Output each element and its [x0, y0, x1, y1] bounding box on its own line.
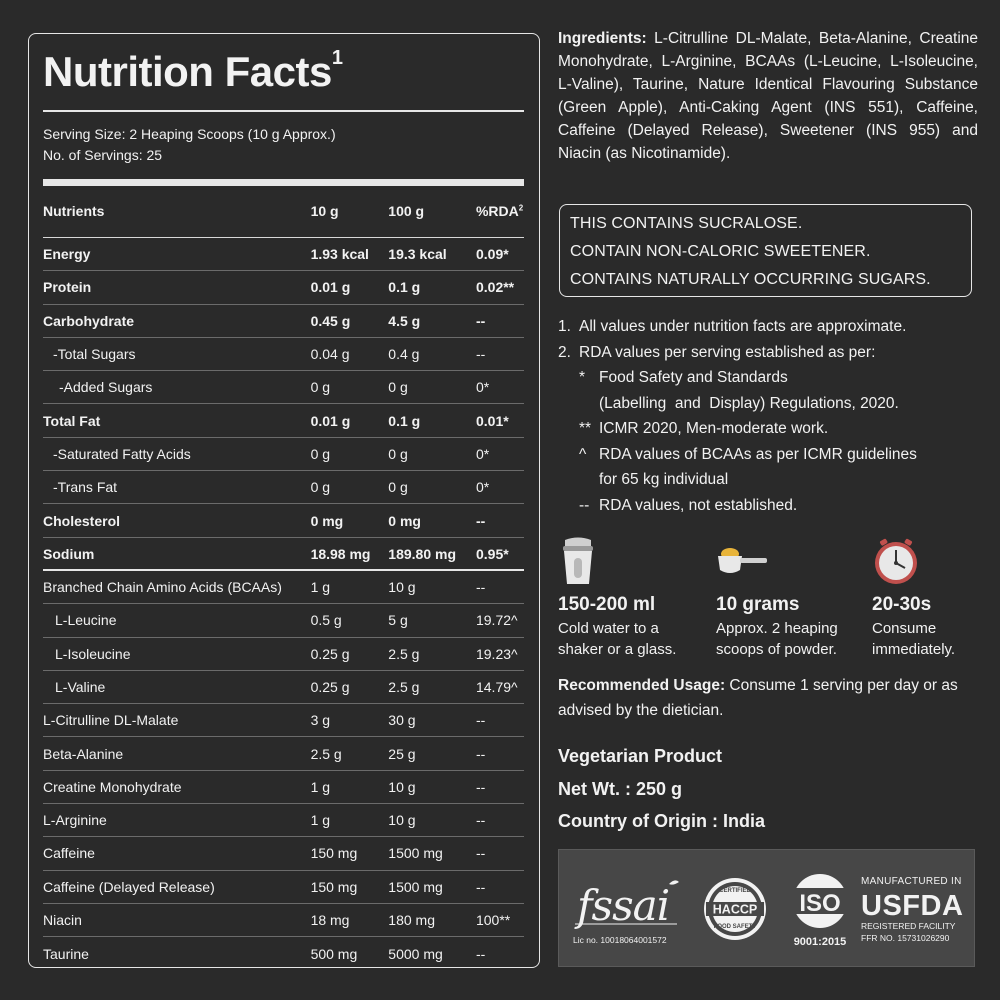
footnote-2: 2. RDA values per serving established as per:: [558, 343, 876, 361]
usfda-wordmark: [861, 888, 971, 920]
value-rda: 19.72^: [475, 612, 518, 629]
value-rda: --: [475, 346, 486, 363]
table-row: [43, 271, 524, 304]
nutrient-name: Caffeine (Delayed Release): [43, 878, 215, 895]
value-100g: 30 g: [388, 712, 416, 729]
vegetarian-label: Vegetarian Product: [558, 746, 723, 766]
value-10g: 0 g: [310, 379, 331, 396]
shaker-icon: [558, 536, 598, 586]
table-row: [43, 937, 524, 970]
value-100g: 0 g: [388, 445, 408, 462]
value-100g: 0 g: [388, 379, 408, 396]
value-10g: 0.01 g: [310, 412, 351, 429]
fssai-license: Lic no. 10018064001572: [573, 935, 667, 945]
value-100g: 4.5 g: [388, 312, 421, 329]
nutrition-facts-panel: [28, 33, 540, 968]
servings-count: No. of Servings: 25: [43, 146, 163, 163]
value-10g: 0 g: [310, 445, 331, 462]
fssai-logo: [573, 876, 683, 945]
nutrient-name: Sodium: [43, 545, 95, 562]
value-100g: 5 g: [388, 612, 408, 629]
title-footnote-mark: 1: [331, 47, 343, 69]
warning-line: THIS CONTAINS SUCRALOSE.: [570, 215, 803, 232]
svg-text:fssai: fssai: [577, 881, 670, 930]
header-rda: %RDA$^2$: [475, 203, 524, 220]
scoop-icon: [716, 546, 768, 578]
iso-certification: [787, 872, 853, 948]
footnote-1: 1. All values under nutrition facts are approximate.: [558, 318, 907, 335]
header-100g: 100 g: [388, 203, 425, 220]
nutrient-name: Beta-Alanine: [43, 745, 124, 762]
usage-text: Consume 1 serving per day or as advised by the dietician.: [558, 677, 958, 719]
value-rda: 14.79^: [475, 679, 518, 695]
value-100g: 10 g: [388, 812, 416, 829]
nutrition-facts-title: Nutrition Facts$^1$: [43, 47, 343, 95]
nutrient-name: Niacin: [43, 912, 82, 929]
footnotes: [558, 314, 978, 518]
nutrient-name: -Saturated Fatty Acids: [53, 445, 191, 462]
clock-icon: [872, 538, 920, 586]
svg-text:USFDA: USFDA: [861, 890, 964, 920]
nutrient-name: L-Leucine: [55, 612, 117, 629]
value-100g: 19.3 kcal: [388, 246, 447, 263]
iso-globe-seal: [789, 872, 851, 930]
net-weight: Net Wt. : 250 g: [558, 778, 683, 799]
value-rda: 0*: [475, 445, 490, 462]
value-10g: 500 mg: [310, 945, 358, 962]
table-header-row: [43, 186, 524, 238]
recommended-usage: [558, 673, 978, 723]
nutrient-name: Taurine: [43, 945, 89, 962]
value-10g: 0 mg: [310, 512, 344, 529]
value-10g: 1 g: [310, 778, 331, 795]
warning-line: CONTAINS NATURALLY OCCURRING SUGARS.: [570, 271, 931, 288]
water-amount: 150-200 ml: [558, 594, 656, 615]
table-row: [43, 238, 524, 271]
value-100g: 10 g: [388, 579, 416, 596]
usfda-registration: [861, 876, 973, 943]
ingredients-block: [558, 27, 978, 165]
value-10g: 0.25 g: [310, 645, 350, 662]
serving-size: Serving Size: 2 Heaping Scoops (10 g Approx.): [43, 125, 336, 142]
value-rda: 0.95*: [475, 545, 509, 562]
usfda-ffr-number: FFR NO. 15731026290: [861, 933, 950, 943]
title-divider: [43, 110, 524, 112]
nutrition-table: [43, 186, 524, 971]
nutrient-name: Cholesterol: [43, 512, 121, 529]
powder-instruction: Approx. 2 heaping scoops of powder.: [716, 620, 838, 658]
nutrient-name: -Total Sugars: [53, 346, 136, 363]
value-rda: 19.23^: [475, 645, 518, 662]
value-rda: 0.02**: [475, 279, 515, 296]
value-100g: 2.5 g: [388, 679, 420, 695]
svg-text:CERTIFIED: CERTIFIED: [719, 888, 751, 894]
footnote-2-dash: -- RDA values, not established.: [579, 496, 798, 514]
value-10g: 1 g: [310, 812, 331, 829]
value-rda: --: [475, 878, 486, 895]
nutrient-name: Branched Chain Amino Acids (BCAAs): [43, 579, 282, 596]
product-facts: [558, 740, 978, 838]
table-row: [43, 870, 524, 903]
nutrient-name: L-Isoleucine: [55, 645, 131, 662]
table-row: [43, 903, 524, 936]
svg-text:HACCP: HACCP: [712, 902, 758, 917]
preparation-icons: [558, 536, 978, 666]
value-100g: 2.5 g: [388, 645, 420, 662]
value-10g: 18.98 mg: [310, 545, 371, 562]
header-10g: 10 g: [310, 203, 339, 220]
value-10g: 150 mg: [310, 845, 358, 862]
footnote-2-caret: ^ RDA values of BCAAs as per ICMR guidelines for 65 kg individual: [579, 445, 917, 488]
table-row: [43, 371, 524, 404]
value-rda: --: [475, 579, 486, 596]
nutrient-name: -Added Sugars: [59, 379, 153, 396]
table-row: [43, 304, 524, 337]
table-row: [43, 604, 524, 637]
nutrient-name: Caffeine: [43, 845, 95, 862]
value-10g: 0.45 g: [310, 312, 351, 329]
value-10g: 0.25 g: [310, 679, 350, 695]
value-100g: 0 g: [388, 479, 408, 496]
ingredients-label: Ingredients:: [558, 30, 647, 47]
table-row: [43, 737, 524, 770]
time-amount: 20-30s: [872, 594, 932, 615]
nutrient-name: Protein: [43, 279, 92, 296]
table-row: [43, 670, 524, 703]
value-10g: 1.93 kcal: [310, 246, 369, 263]
water-instruction: Cold water to a shaker or a glass.: [558, 620, 677, 658]
value-rda: 0.09*: [475, 246, 509, 263]
value-100g: 5000 mg: [388, 945, 443, 962]
value-rda: --: [475, 512, 486, 529]
value-100g: 189.80 mg: [388, 545, 457, 562]
value-rda: 100**: [475, 912, 511, 929]
value-100g: 10 g: [388, 778, 416, 795]
nutrient-name: -Trans Fat: [53, 479, 118, 496]
value-rda: --: [475, 312, 486, 329]
haccp-seal: [702, 876, 768, 942]
footnote-2-star: * Food Safety and Standards (Labelling and Display) Regulations, 2020.: [579, 369, 899, 412]
nutrient-name: L-Citrulline DL-Malate: [43, 712, 179, 729]
value-10g: 0.01 g: [310, 279, 351, 296]
nutrient-name: Energy: [43, 246, 91, 263]
table-row: [43, 770, 524, 803]
country-of-origin: Country of Origin : India: [558, 811, 765, 831]
value-100g: 0 mg: [388, 512, 421, 529]
usfda-facility: REGISTERED FACILITY: [861, 921, 956, 931]
table-row: [43, 471, 524, 504]
value-100g: 0.1 g: [388, 412, 421, 429]
value-rda: --: [475, 812, 486, 829]
value-10g: 150 mg: [310, 878, 358, 895]
value-10g: 3 g: [310, 712, 331, 729]
nutrient-name: Carbohydrate: [43, 312, 135, 329]
usage-label: Recommended Usage:: [558, 677, 726, 694]
table-row: [43, 837, 524, 870]
table-row: [43, 437, 524, 470]
table-row: [43, 404, 524, 437]
footnote-2-double-star: ** ICMR 2020, Men-moderate work.: [579, 420, 829, 437]
table-row: [43, 537, 524, 570]
table-row: [43, 804, 524, 837]
header-nutrients: Nutrients: [43, 203, 105, 220]
value-100g: 1500 mg: [388, 845, 443, 862]
value-rda: --: [475, 778, 486, 795]
table-row: [43, 637, 524, 670]
serving-info: [43, 124, 524, 166]
warning-line: CONTAIN NON-CALORIC SWEETENER.: [570, 243, 871, 260]
value-rda: 0*: [475, 379, 490, 396]
ingredients-text: L-Citrulline DL-Malate, Beta-Alanine, Creatine Monohydrate, L-Arginine, BCAAs (L-Leucine, L-Isoleucine, L-Valine), Taurine, Nature Identical Flavouring Substance (Green Apple), Anti-Caking Agent (INS 551), Caffeine, Caffeine (Delayed Release), Sweetener (INS 955) and Niacin (as Nicotinamide).: [558, 30, 979, 162]
serving-divider: [43, 179, 524, 186]
powder-amount: 10 grams: [716, 594, 800, 615]
nutrient-name: L-Arginine: [43, 812, 107, 829]
value-10g: 0.04 g: [310, 346, 350, 363]
value-rda: 0.01*: [475, 412, 509, 429]
nutrient-name: Total Fat: [43, 412, 101, 429]
value-100g: 0.1 g: [388, 279, 421, 296]
value-10g: 18 mg: [310, 912, 350, 929]
value-rda: --: [475, 745, 486, 762]
table-row: [43, 504, 524, 537]
value-100g: 1500 mg: [388, 878, 443, 895]
table-row: [43, 570, 524, 603]
value-10g: 0 g: [310, 479, 331, 496]
table-row: [43, 337, 524, 370]
certifications-box: [558, 849, 975, 967]
value-100g: 180 mg: [388, 912, 435, 929]
value-rda: 0*: [475, 479, 490, 496]
value-10g: 2.5 g: [310, 745, 342, 762]
value-rda: --: [475, 712, 486, 729]
usfda-manufactured-in: MANUFACTURED IN: [861, 876, 962, 887]
table-row: [43, 704, 524, 737]
value-rda: --: [475, 945, 486, 962]
value-10g: 0.5 g: [310, 612, 342, 629]
iso-standard: 9001:2015: [793, 936, 847, 948]
value-100g: 25 g: [388, 745, 416, 762]
nutrient-name: Creatine Monohydrate: [43, 778, 182, 795]
time-instruction: Consume immediately.: [872, 620, 956, 658]
value-10g: 1 g: [310, 579, 331, 596]
value-100g: 0.4 g: [388, 346, 420, 363]
value-rda: --: [475, 845, 486, 862]
nutrient-name: L-Valine: [55, 679, 106, 695]
sweetener-warning-box: [559, 204, 972, 297]
svg-text:FOOD SAFETY: FOOD SAFETY: [713, 924, 757, 930]
svg-text:ISO: ISO: [799, 890, 841, 917]
